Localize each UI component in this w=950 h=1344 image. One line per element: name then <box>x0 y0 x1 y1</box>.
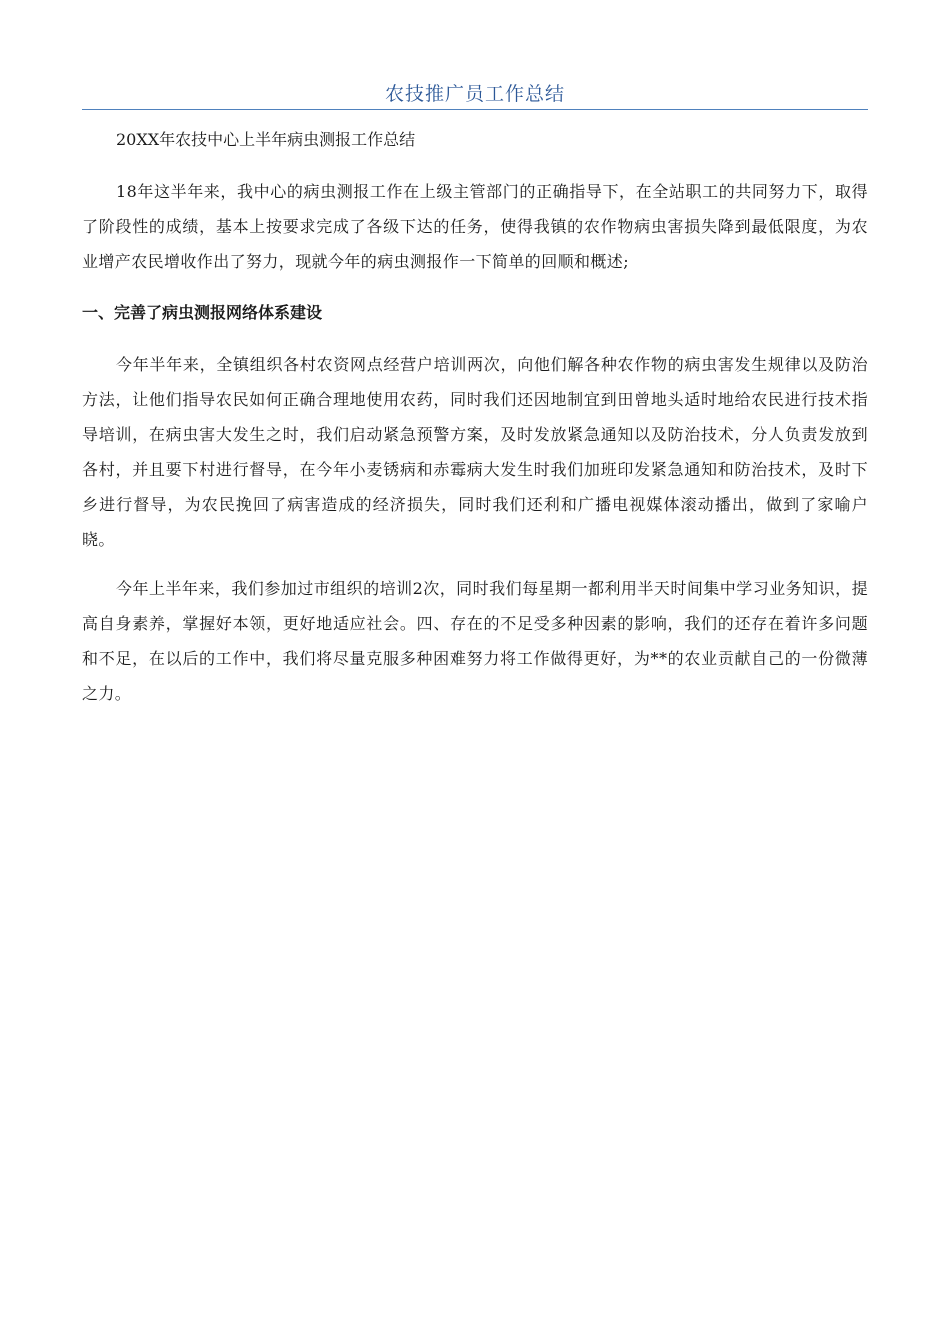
page-header-title: 农技推广员工作总结 <box>384 83 565 105</box>
intro-paragraph: 18年这半年来，我中心的病虫测报工作在上级主管部门的正确指导下，在全站职工的共同努力下，取得了阶段性的成绩，基本上按要求完成了各级下达的任务，使得我镇的农作物病虫害损失降到最低限度，为农业增产农民增收作出了努力，现就今年的病虫测报作一下简单的回顺和概述; <box>82 182 868 271</box>
header-divider <box>82 109 868 110</box>
closing-paragraph: 今年上半年来，我们参加过市组织的培训2次，同时我们每星期一都利用半天时间集中学习业务知识，提高自身素养，掌握好本领，更好地适应社会。四、存在的不足受多种因素的影响，我们的还存在着许多问题和不足，在以后的工作中，我们将尽量克服多种困难努力将工作做得更好，为**的农业贡献自己的一份微薄之力。 <box>82 579 868 703</box>
document-subtitle: 20XX年农技中心上半年病虫测报工作总结 <box>116 130 416 149</box>
section-1-paragraph: 今年半年来，全镇组织各村农资网点经营户培训两次，向他们解各种农作物的病虫害发生规律以及防治方法，让他们指导农民如何正确合理地使用农药，同时我们还因地制宜到田曾地头适时地给农民进行技术指导培训，在病虫害大发生之时，我们启动紧急预警方案，及时发放紧急通知以及防治技术，分人负责发放到各村，并且要下村进行督导，在今年小麦锈病和赤霉病大发生时我们加班印发紧急通知和防治技术，及时下乡进行督导，为农民挽回了病害造成的经济损失，同时我们还利和广播电视媒体滚动播出，做到了家喻户晓。 <box>82 355 868 549</box>
section-heading-1: 一、完善了病虫测报网络体系建设 <box>82 303 323 322</box>
document-body <box>82 124 868 711</box>
